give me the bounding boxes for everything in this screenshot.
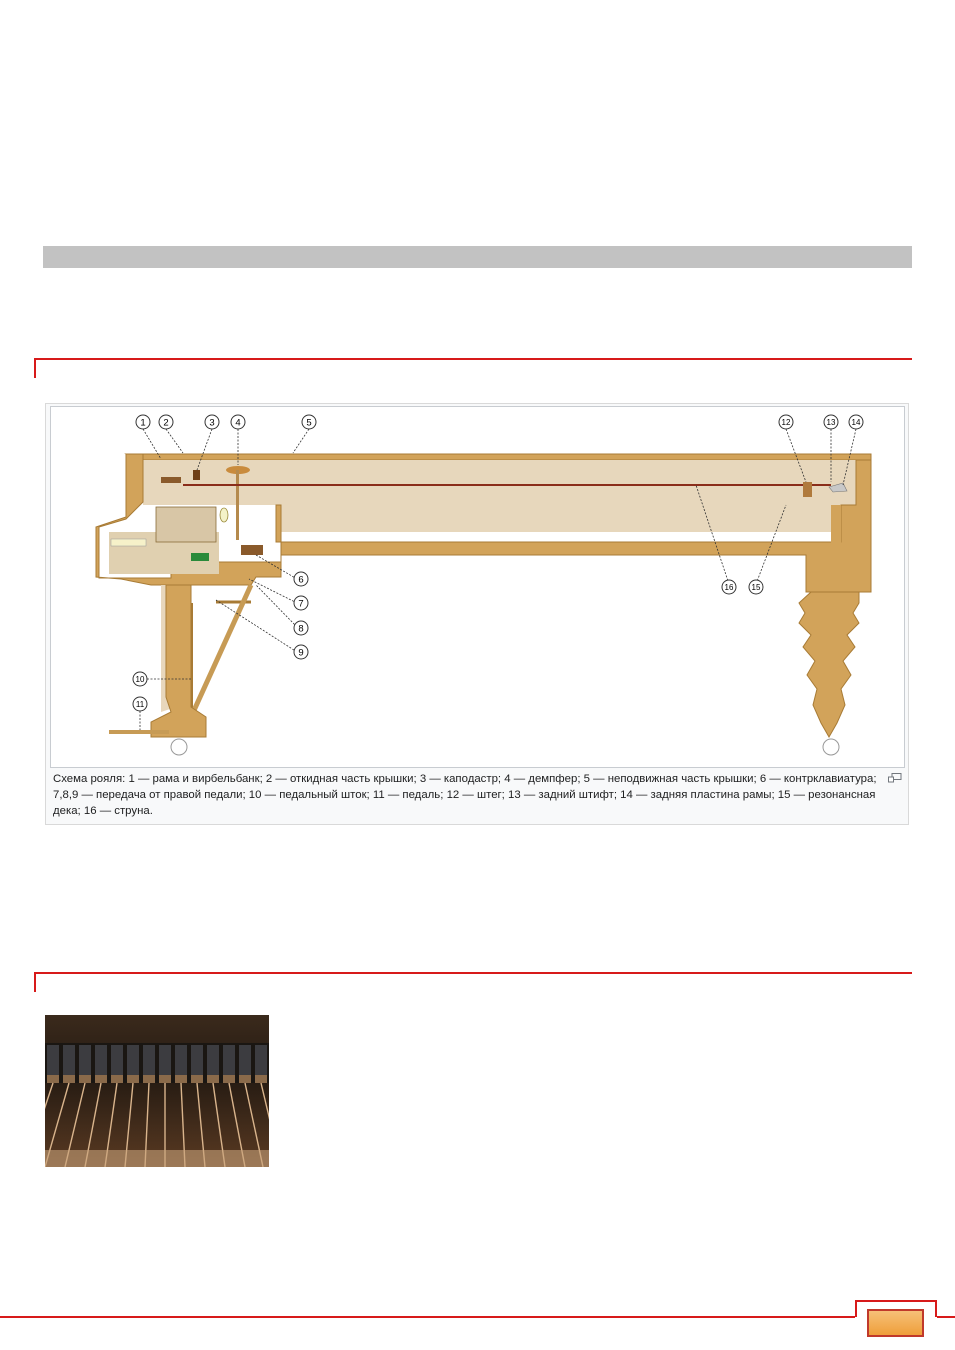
footer-rule	[0, 1316, 855, 1318]
front-leg	[151, 585, 206, 737]
pedal	[109, 730, 169, 734]
front-caster	[171, 739, 187, 755]
label-2-text: 2	[163, 417, 169, 429]
label-10-text: 10	[135, 675, 145, 684]
label-16	[722, 580, 736, 594]
label-9-text: 9	[298, 647, 304, 659]
back-leg	[799, 592, 859, 737]
label-4	[231, 415, 245, 429]
label-13	[824, 415, 838, 429]
enlarge-icon[interactable]	[888, 773, 902, 783]
label-5	[302, 415, 316, 429]
label-13-text: 13	[826, 418, 836, 427]
label-7	[294, 596, 308, 610]
section-rule-2	[34, 972, 912, 992]
page-number-badge	[867, 1309, 924, 1337]
piano-diagram-svg	[51, 407, 905, 768]
label-3	[205, 415, 219, 429]
label-6	[294, 572, 308, 586]
piano-diagram-figure	[45, 403, 909, 825]
label-16-text: 16	[724, 583, 734, 592]
label-2	[159, 415, 173, 429]
label-1-text: 1	[140, 417, 146, 429]
label-1	[136, 415, 150, 429]
grey-divider-bar	[43, 246, 912, 268]
hammer	[220, 508, 228, 522]
capo	[193, 470, 200, 480]
back-rim	[831, 505, 841, 545]
label-12-text: 12	[781, 418, 791, 427]
label-14-text: 14	[851, 418, 861, 427]
label-9	[294, 645, 308, 659]
label-3-text: 3	[209, 417, 215, 429]
label-5-text: 5	[306, 417, 312, 429]
label-15	[749, 580, 763, 594]
case-interior	[143, 460, 868, 505]
footer-rule-right	[937, 1316, 955, 1318]
piano-strings-photo	[45, 1015, 269, 1167]
pedal-lever	[241, 545, 263, 555]
soundboard-area	[276, 505, 836, 532]
label-10	[133, 672, 147, 686]
piano-strings-photo-svg	[45, 1015, 269, 1167]
label-7-text: 7	[298, 598, 304, 610]
tuning-pin-block	[161, 477, 181, 483]
green-key	[191, 553, 209, 561]
damper-row	[45, 1043, 269, 1083]
label-11-text: 11	[135, 700, 145, 709]
pedal-lyre	[191, 585, 251, 717]
label-4-text: 4	[235, 417, 241, 429]
label-8-text: 8	[298, 623, 304, 635]
damper-rod	[236, 470, 239, 540]
label-12	[779, 415, 793, 429]
label-14	[849, 415, 863, 429]
section-rule-1	[34, 358, 912, 378]
figure-caption: Схема рояля: 1 — рама и вирбельбанк; 2 — откидная часть крышки; 3 — каподастр; 4 — демпфер; 5 — неподвижная часть крышки; 6 — контрклавиатура; 7,8,9 — передача от правой педали; 10 — педальный шток; 11 — педаль; 12 — штег; 13 — задний штифт; 14 — задняя пластина рамы; 15 — резонансная дека; 16 — струна.	[53, 773, 877, 817]
label-6-text: 6	[298, 574, 304, 586]
back-caster	[823, 739, 839, 755]
key	[111, 539, 146, 546]
hammer-action	[156, 507, 216, 542]
label-8	[294, 621, 308, 635]
piano-diagram	[50, 406, 905, 768]
bridge	[803, 482, 812, 497]
label-15-text: 15	[751, 583, 761, 592]
label-11	[133, 697, 147, 711]
